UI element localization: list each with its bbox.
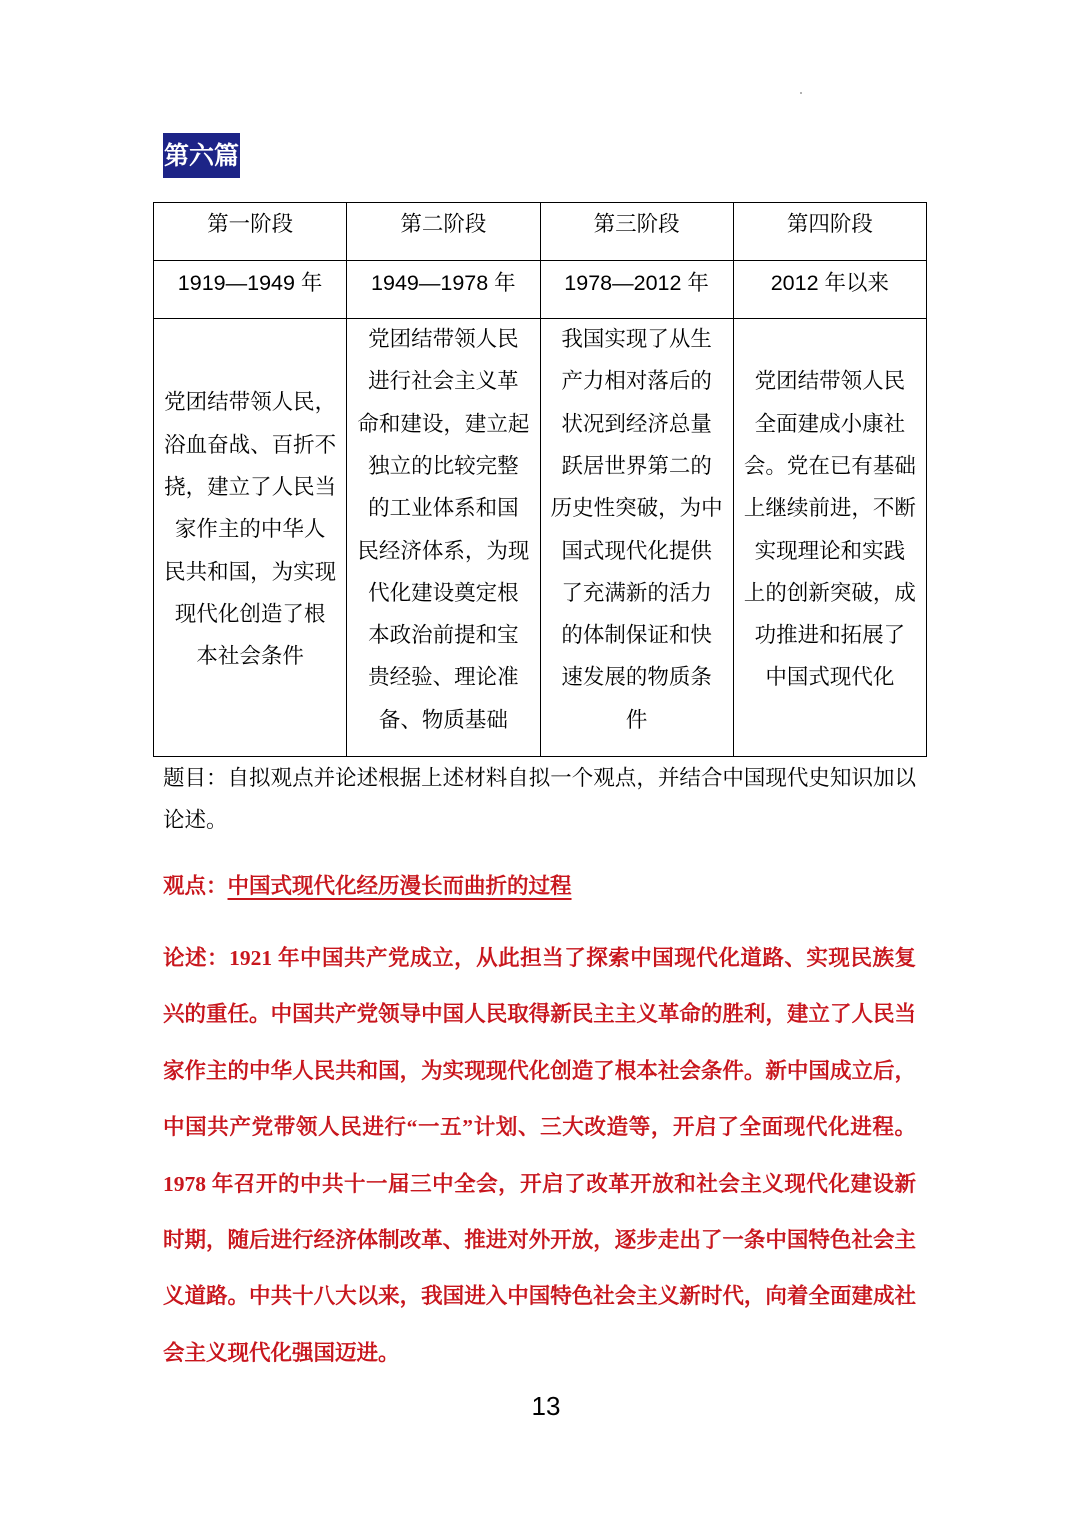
- cell-line: 本社会条件: [196, 644, 304, 670]
- argument-line: 时期，随后进行经济体制改革、推进对外开放，逐步走出了一条中国特色社会主: [163, 1228, 916, 1253]
- table-period-row: [154, 261, 927, 319]
- period-stage-3: 1978—2012 年: [540, 261, 733, 319]
- page-number: 13: [531, 1391, 561, 1421]
- cell-line: 功推进和拓展了: [754, 623, 906, 649]
- header-stage-4: 第四阶段: [733, 203, 926, 261]
- cell-line: 产力相对落后的: [561, 369, 712, 395]
- cell-line: 上的创新突破，成: [743, 580, 916, 606]
- argument-line: 家作主的中华人民共和国，为实现现代化创造了根本社会条件。新中国成立后，: [163, 1058, 916, 1083]
- cell-line: 跃居世界第二的: [561, 453, 712, 479]
- table-header-row: [154, 203, 927, 261]
- cell-line: 状况到经济总量: [561, 411, 712, 437]
- cell-line: 件: [625, 707, 648, 733]
- cell-line: 中国式现代化: [765, 665, 895, 691]
- header-stage-3: 第三阶段: [540, 203, 733, 261]
- cell-line: 我国实现了从生: [561, 327, 712, 353]
- cell-line: 实现理论和实践: [754, 538, 906, 564]
- cell-line: 民共和国，为实现: [164, 559, 337, 585]
- cell-line: 民经济体系，为现: [357, 538, 530, 564]
- argument-text: 1921 年中国共产党成立，从此担当了探索中国现代化道路、实现民族复: [229, 946, 916, 970]
- viewpoint: [163, 865, 572, 907]
- cell-line: 进行社会主义革: [368, 369, 519, 395]
- cell-line: 会。党在已有基础: [743, 453, 916, 479]
- cell-line: 党团结带领人民: [754, 369, 906, 395]
- description-stage-4: [733, 319, 926, 757]
- cell-line: 的工业体系和国: [368, 496, 519, 522]
- stages-table: [153, 202, 927, 757]
- argument-paragraph: [163, 930, 916, 1381]
- argument-line: 会主义现代化强国迈进。: [163, 1340, 400, 1365]
- cell-line: 历史性突破，为中: [550, 496, 723, 522]
- description-stage-2: [347, 319, 540, 757]
- description-stage-1: [154, 319, 347, 757]
- description-stage-3: [540, 319, 733, 757]
- argument-line: 义道路。中共十八大以来，我国进入中国特色社会主义新时代，向着全面建成社: [163, 1284, 916, 1309]
- argument-line: [163, 930, 916, 986]
- cell-line: 现代化创造了根: [174, 601, 326, 627]
- period-stage-1: 1919—1949 年: [154, 261, 347, 319]
- argument-line: 中国共产党带领人民进行“一五”计划、三大改造等，开启了全面现代化进程。: [163, 1115, 916, 1140]
- cell-line: 浴血奋战、百折不: [164, 432, 337, 458]
- page-mark: [800, 92, 802, 94]
- cell-line: 备、物质基础: [378, 707, 508, 733]
- cell-line: 命和建设，建立起: [357, 411, 530, 437]
- cell-line: 的体制保证和快: [561, 623, 712, 649]
- argument-label: 论述：: [163, 946, 230, 970]
- period-stage-4: 2012 年以来: [733, 261, 926, 319]
- cell-line: 贵经验、理论准: [368, 665, 519, 691]
- cell-line: 党团结带领人民: [368, 327, 519, 353]
- cell-line: 国式现代化提供: [561, 538, 712, 564]
- cell-line: 全面建成小康社: [754, 411, 906, 437]
- viewpoint-text: 中国式现代化经历漫长而曲折的过程: [227, 874, 572, 898]
- question-line: 题目：自拟观点并论述根据上述材料自拟一个观点，并结合中国现代史知识加以: [163, 766, 916, 791]
- cell-line: 了充满新的活力: [561, 580, 712, 606]
- question-line: 论述。: [163, 808, 228, 833]
- section-title: 第六篇: [163, 133, 240, 178]
- cell-line: 家作主的中华人: [174, 517, 326, 543]
- table-description-row: [154, 319, 927, 757]
- question-paragraph: [163, 758, 916, 842]
- header-stage-2: 第二阶段: [347, 203, 540, 261]
- cell-line: 挠，建立了人民当: [164, 475, 337, 501]
- cell-line: 上继续前进，不断: [743, 496, 916, 522]
- cell-line: 党团结带领人民，: [164, 390, 337, 416]
- cell-line: 本政治前提和宝: [368, 623, 519, 649]
- argument-line: 兴的重任。中国共产党领导中国人民取得新民主主义革命的胜利，建立了人民当: [163, 1002, 916, 1027]
- period-stage-2: 1949—1978 年: [347, 261, 540, 319]
- cell-line: 独立的比较完整: [368, 453, 519, 479]
- cell-line: 速发展的物质条: [561, 665, 712, 691]
- header-stage-1: 第一阶段: [154, 203, 347, 261]
- viewpoint-label: 观点：: [163, 874, 228, 898]
- cell-line: 代化建设奠定根: [368, 580, 519, 606]
- argument-line: 1978 年召开的中共十一届三中全会，开启了改革开放和社会主义现代化建设新: [163, 1171, 916, 1196]
